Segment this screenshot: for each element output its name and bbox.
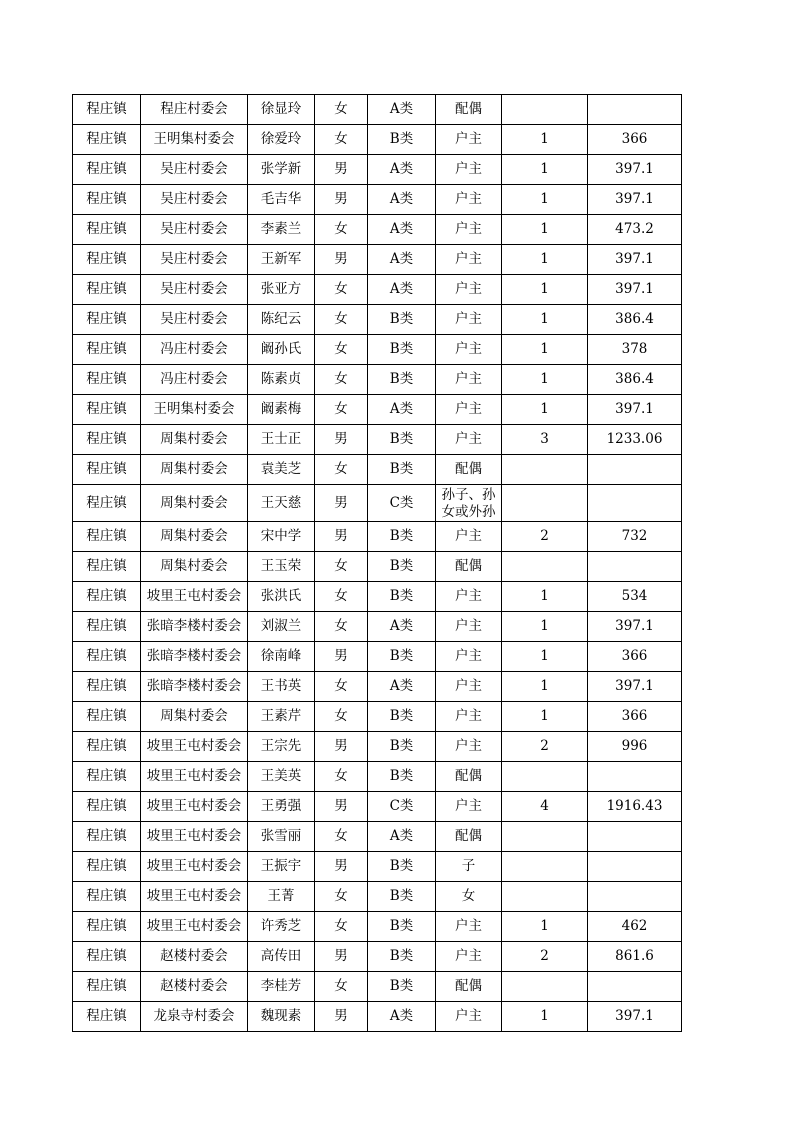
household-size-cell: 1 [502, 642, 588, 672]
name-cell: 王宗先 [248, 732, 315, 762]
gender-cell: 男 [315, 852, 368, 882]
relationship-cell: 户主 [436, 792, 502, 822]
village-committee-cell: 周集村委会 [141, 425, 248, 455]
relationship-cell: 户主 [436, 185, 502, 215]
gender-cell: 女 [315, 702, 368, 732]
relationship-cell: 户主 [436, 215, 502, 245]
category-cell: B类 [368, 425, 436, 455]
household-size-cell: 1 [502, 335, 588, 365]
category-cell: A类 [368, 822, 436, 852]
gender-cell: 女 [315, 305, 368, 335]
amount-cell: 473.2 [588, 215, 682, 245]
household-size-cell [502, 972, 588, 1002]
town-cell: 程庄镇 [73, 732, 141, 762]
category-cell: B类 [368, 582, 436, 612]
table-row [73, 702, 682, 732]
category-cell: A类 [368, 672, 436, 702]
amount-cell [588, 972, 682, 1002]
gender-cell: 男 [315, 942, 368, 972]
category-cell: B类 [368, 732, 436, 762]
category-cell: B类 [368, 642, 436, 672]
table-row [73, 155, 682, 185]
category-cell: A类 [368, 1002, 436, 1032]
table-row [73, 245, 682, 275]
table-row [73, 455, 682, 485]
town-cell: 程庄镇 [73, 822, 141, 852]
gender-cell: 女 [315, 972, 368, 1002]
relationship-cell: 户主 [436, 365, 502, 395]
gender-cell: 女 [315, 822, 368, 852]
household-size-cell: 2 [502, 732, 588, 762]
amount-cell [588, 882, 682, 912]
name-cell: 王玉荣 [248, 552, 315, 582]
name-cell: 李桂芳 [248, 972, 315, 1002]
name-cell: 毛吉华 [248, 185, 315, 215]
table-row [73, 395, 682, 425]
town-cell: 程庄镇 [73, 335, 141, 365]
amount-cell: 397.1 [588, 275, 682, 305]
amount-cell [588, 552, 682, 582]
town-cell: 程庄镇 [73, 1002, 141, 1032]
amount-cell: 397.1 [588, 612, 682, 642]
table-row [73, 365, 682, 395]
category-cell: A类 [368, 155, 436, 185]
town-cell: 程庄镇 [73, 275, 141, 305]
name-cell: 宋中学 [248, 522, 315, 552]
gender-cell: 男 [315, 185, 368, 215]
town-cell: 程庄镇 [73, 305, 141, 335]
relationship-cell: 户主 [436, 912, 502, 942]
village-committee-cell: 冯庄村委会 [141, 335, 248, 365]
household-size-cell [502, 882, 588, 912]
town-cell: 程庄镇 [73, 912, 141, 942]
gender-cell: 女 [315, 552, 368, 582]
table-row [73, 792, 682, 822]
category-cell: A类 [368, 275, 436, 305]
name-cell: 王书英 [248, 672, 315, 702]
table-row [73, 852, 682, 882]
amount-cell: 861.6 [588, 942, 682, 972]
village-committee-cell: 坡里王屯村委会 [141, 852, 248, 882]
village-committee-cell: 吴庄村委会 [141, 215, 248, 245]
gender-cell: 男 [315, 155, 368, 185]
category-cell: B类 [368, 335, 436, 365]
table-row [73, 972, 682, 1002]
category-cell: B类 [368, 305, 436, 335]
household-size-cell: 1 [502, 215, 588, 245]
amount-cell: 996 [588, 732, 682, 762]
name-cell: 袁美芝 [248, 455, 315, 485]
category-cell: B类 [368, 762, 436, 792]
name-cell: 徐爱玲 [248, 125, 315, 155]
name-cell: 魏现素 [248, 1002, 315, 1032]
household-size-cell: 1 [502, 185, 588, 215]
village-committee-cell: 王明集村委会 [141, 395, 248, 425]
town-cell: 程庄镇 [73, 882, 141, 912]
gender-cell: 女 [315, 612, 368, 642]
name-cell: 王新军 [248, 245, 315, 275]
amount-cell: 462 [588, 912, 682, 942]
relationship-cell: 配偶 [436, 972, 502, 1002]
table-row [73, 912, 682, 942]
category-cell: A类 [368, 215, 436, 245]
relationship-cell: 户主 [436, 395, 502, 425]
category-cell: A类 [368, 185, 436, 215]
amount-cell: 386.4 [588, 305, 682, 335]
relationship-cell: 配偶 [436, 822, 502, 852]
town-cell: 程庄镇 [73, 702, 141, 732]
table-row [73, 215, 682, 245]
table-row [73, 485, 682, 522]
amount-cell: 386.4 [588, 365, 682, 395]
village-committee-cell: 坡里王屯村委会 [141, 912, 248, 942]
table-body [73, 95, 682, 1032]
name-cell: 陈纪云 [248, 305, 315, 335]
category-cell: B类 [368, 972, 436, 1002]
category-cell: B类 [368, 365, 436, 395]
relationship-cell: 子 [436, 852, 502, 882]
gender-cell: 女 [315, 912, 368, 942]
village-committee-cell: 坡里王屯村委会 [141, 732, 248, 762]
category-cell: A类 [368, 245, 436, 275]
household-size-cell: 1 [502, 395, 588, 425]
amount-cell: 1916.43 [588, 792, 682, 822]
name-cell: 阚孙氏 [248, 335, 315, 365]
amount-cell [588, 95, 682, 125]
village-committee-cell: 张暗李楼村委会 [141, 672, 248, 702]
table-row [73, 552, 682, 582]
village-committee-cell: 赵楼村委会 [141, 942, 248, 972]
amount-cell: 366 [588, 702, 682, 732]
table-row [73, 942, 682, 972]
amount-cell: 366 [588, 642, 682, 672]
amount-cell [588, 762, 682, 792]
name-cell: 李素兰 [248, 215, 315, 245]
relationship-cell: 户主 [436, 702, 502, 732]
household-size-cell: 1 [502, 155, 588, 185]
relationship-cell: 户主 [436, 942, 502, 972]
gender-cell: 女 [315, 215, 368, 245]
town-cell: 程庄镇 [73, 365, 141, 395]
category-cell: C类 [368, 485, 436, 522]
household-size-cell [502, 552, 588, 582]
household-size-cell: 4 [502, 792, 588, 822]
gender-cell: 女 [315, 95, 368, 125]
name-cell: 徐南峰 [248, 642, 315, 672]
table-row [73, 612, 682, 642]
relationship-cell: 户主 [436, 335, 502, 365]
household-size-cell: 1 [502, 365, 588, 395]
name-cell: 高传田 [248, 942, 315, 972]
town-cell: 程庄镇 [73, 155, 141, 185]
category-cell: A类 [368, 95, 436, 125]
town-cell: 程庄镇 [73, 552, 141, 582]
town-cell: 程庄镇 [73, 672, 141, 702]
household-size-cell [502, 455, 588, 485]
amount-cell [588, 852, 682, 882]
village-committee-cell: 周集村委会 [141, 552, 248, 582]
table-row [73, 335, 682, 365]
household-size-cell: 1 [502, 125, 588, 155]
name-cell: 徐显玲 [248, 95, 315, 125]
relationship-cell: 户主 [436, 305, 502, 335]
name-cell: 陈素贞 [248, 365, 315, 395]
amount-cell: 397.1 [588, 245, 682, 275]
name-cell: 王菁 [248, 882, 315, 912]
name-cell: 王勇强 [248, 792, 315, 822]
category-cell: B类 [368, 455, 436, 485]
village-committee-cell: 周集村委会 [141, 455, 248, 485]
table-row [73, 732, 682, 762]
data-table [72, 94, 682, 1032]
gender-cell: 女 [315, 335, 368, 365]
household-size-cell: 1 [502, 275, 588, 305]
table-row [73, 672, 682, 702]
amount-cell [588, 485, 682, 522]
amount-cell: 397.1 [588, 155, 682, 185]
category-cell: B类 [368, 702, 436, 732]
household-size-cell [502, 852, 588, 882]
village-committee-cell: 冯庄村委会 [141, 365, 248, 395]
town-cell: 程庄镇 [73, 792, 141, 822]
gender-cell: 女 [315, 582, 368, 612]
relationship-cell: 户主 [436, 155, 502, 185]
relationship-cell: 户主 [436, 612, 502, 642]
amount-cell: 397.1 [588, 1002, 682, 1032]
name-cell: 王天慈 [248, 485, 315, 522]
household-size-cell: 1 [502, 305, 588, 335]
town-cell: 程庄镇 [73, 395, 141, 425]
town-cell: 程庄镇 [73, 185, 141, 215]
name-cell: 阚素梅 [248, 395, 315, 425]
village-committee-cell: 程庄村委会 [141, 95, 248, 125]
relationship-cell: 女 [436, 882, 502, 912]
amount-cell: 1233.06 [588, 425, 682, 455]
name-cell: 刘淑兰 [248, 612, 315, 642]
table-row [73, 185, 682, 215]
household-size-cell: 1 [502, 702, 588, 732]
name-cell: 王士正 [248, 425, 315, 455]
gender-cell: 男 [315, 485, 368, 522]
amount-cell: 378 [588, 335, 682, 365]
table-row [73, 125, 682, 155]
relationship-cell: 配偶 [436, 455, 502, 485]
relationship-cell: 户主 [436, 582, 502, 612]
table-row [73, 822, 682, 852]
category-cell: B类 [368, 882, 436, 912]
relationship-cell: 户主 [436, 732, 502, 762]
village-committee-cell: 周集村委会 [141, 702, 248, 732]
relationship-cell: 配偶 [436, 552, 502, 582]
category-cell: A类 [368, 612, 436, 642]
town-cell: 程庄镇 [73, 852, 141, 882]
name-cell: 许秀芝 [248, 912, 315, 942]
town-cell: 程庄镇 [73, 425, 141, 455]
household-size-cell [502, 95, 588, 125]
category-cell: B类 [368, 912, 436, 942]
gender-cell: 男 [315, 245, 368, 275]
village-committee-cell: 坡里王屯村委会 [141, 792, 248, 822]
household-size-cell: 1 [502, 245, 588, 275]
table-row [73, 275, 682, 305]
village-committee-cell: 张暗李楼村委会 [141, 642, 248, 672]
village-committee-cell: 吴庄村委会 [141, 275, 248, 305]
town-cell: 程庄镇 [73, 612, 141, 642]
village-committee-cell: 坡里王屯村委会 [141, 762, 248, 792]
household-size-cell: 1 [502, 582, 588, 612]
name-cell: 王振宇 [248, 852, 315, 882]
household-size-cell: 1 [502, 612, 588, 642]
relationship-cell: 配偶 [436, 95, 502, 125]
town-cell: 程庄镇 [73, 95, 141, 125]
gender-cell: 女 [315, 365, 368, 395]
village-committee-cell: 坡里王屯村委会 [141, 582, 248, 612]
town-cell: 程庄镇 [73, 942, 141, 972]
table-row [73, 425, 682, 455]
relationship-cell: 户主 [436, 1002, 502, 1032]
relationship-cell: 配偶 [436, 762, 502, 792]
village-committee-cell: 龙泉寺村委会 [141, 1002, 248, 1032]
town-cell: 程庄镇 [73, 125, 141, 155]
amount-cell: 534 [588, 582, 682, 612]
village-committee-cell: 赵楼村委会 [141, 972, 248, 1002]
table-row [73, 762, 682, 792]
table-row [73, 882, 682, 912]
household-size-cell: 3 [502, 425, 588, 455]
relationship-cell: 孙子、孙女或外孙 [436, 485, 502, 522]
category-cell: B类 [368, 942, 436, 972]
amount-cell: 366 [588, 125, 682, 155]
village-committee-cell: 张暗李楼村委会 [141, 612, 248, 642]
village-committee-cell: 吴庄村委会 [141, 305, 248, 335]
name-cell: 王美英 [248, 762, 315, 792]
town-cell: 程庄镇 [73, 245, 141, 275]
gender-cell: 女 [315, 762, 368, 792]
household-size-cell: 2 [502, 522, 588, 552]
category-cell: B类 [368, 852, 436, 882]
relationship-cell: 户主 [436, 672, 502, 702]
amount-cell: 732 [588, 522, 682, 552]
category-cell: B类 [368, 522, 436, 552]
name-cell: 张雪丽 [248, 822, 315, 852]
village-committee-cell: 吴庄村委会 [141, 245, 248, 275]
gender-cell: 女 [315, 455, 368, 485]
village-committee-cell: 周集村委会 [141, 485, 248, 522]
household-size-cell: 1 [502, 912, 588, 942]
town-cell: 程庄镇 [73, 972, 141, 1002]
village-committee-cell: 坡里王屯村委会 [141, 882, 248, 912]
name-cell: 王素芹 [248, 702, 315, 732]
village-committee-cell: 坡里王屯村委会 [141, 822, 248, 852]
gender-cell: 男 [315, 522, 368, 552]
village-committee-cell: 吴庄村委会 [141, 155, 248, 185]
gender-cell: 男 [315, 792, 368, 822]
amount-cell: 397.1 [588, 185, 682, 215]
table-row [73, 522, 682, 552]
gender-cell: 男 [315, 642, 368, 672]
relationship-cell: 户主 [436, 245, 502, 275]
amount-cell [588, 822, 682, 852]
amount-cell: 397.1 [588, 672, 682, 702]
relationship-cell: 户主 [436, 642, 502, 672]
name-cell: 张学新 [248, 155, 315, 185]
village-committee-cell: 王明集村委会 [141, 125, 248, 155]
table-row [73, 642, 682, 672]
name-cell: 张洪氏 [248, 582, 315, 612]
name-cell: 张亚方 [248, 275, 315, 305]
table-row [73, 305, 682, 335]
amount-cell [588, 455, 682, 485]
table-row [73, 582, 682, 612]
table-row [73, 1002, 682, 1032]
gender-cell: 女 [315, 395, 368, 425]
household-size-cell [502, 762, 588, 792]
town-cell: 程庄镇 [73, 485, 141, 522]
village-committee-cell: 吴庄村委会 [141, 185, 248, 215]
gender-cell: 女 [315, 275, 368, 305]
relationship-cell: 户主 [436, 425, 502, 455]
gender-cell: 女 [315, 672, 368, 702]
category-cell: B类 [368, 552, 436, 582]
village-committee-cell: 周集村委会 [141, 522, 248, 552]
town-cell: 程庄镇 [73, 582, 141, 612]
town-cell: 程庄镇 [73, 762, 141, 792]
category-cell: B类 [368, 125, 436, 155]
town-cell: 程庄镇 [73, 522, 141, 552]
category-cell: C类 [368, 792, 436, 822]
household-size-cell: 1 [502, 1002, 588, 1032]
relationship-cell: 户主 [436, 522, 502, 552]
household-size-cell [502, 485, 588, 522]
relationship-cell: 户主 [436, 125, 502, 155]
relationship-cell: 户主 [436, 275, 502, 305]
gender-cell: 男 [315, 1002, 368, 1032]
town-cell: 程庄镇 [73, 642, 141, 672]
table-row [73, 95, 682, 125]
household-size-cell: 2 [502, 942, 588, 972]
gender-cell: 女 [315, 882, 368, 912]
town-cell: 程庄镇 [73, 215, 141, 245]
gender-cell: 女 [315, 125, 368, 155]
category-cell: A类 [368, 395, 436, 425]
gender-cell: 男 [315, 732, 368, 762]
town-cell: 程庄镇 [73, 455, 141, 485]
amount-cell: 397.1 [588, 395, 682, 425]
household-size-cell: 1 [502, 672, 588, 702]
gender-cell: 男 [315, 425, 368, 455]
household-size-cell [502, 822, 588, 852]
